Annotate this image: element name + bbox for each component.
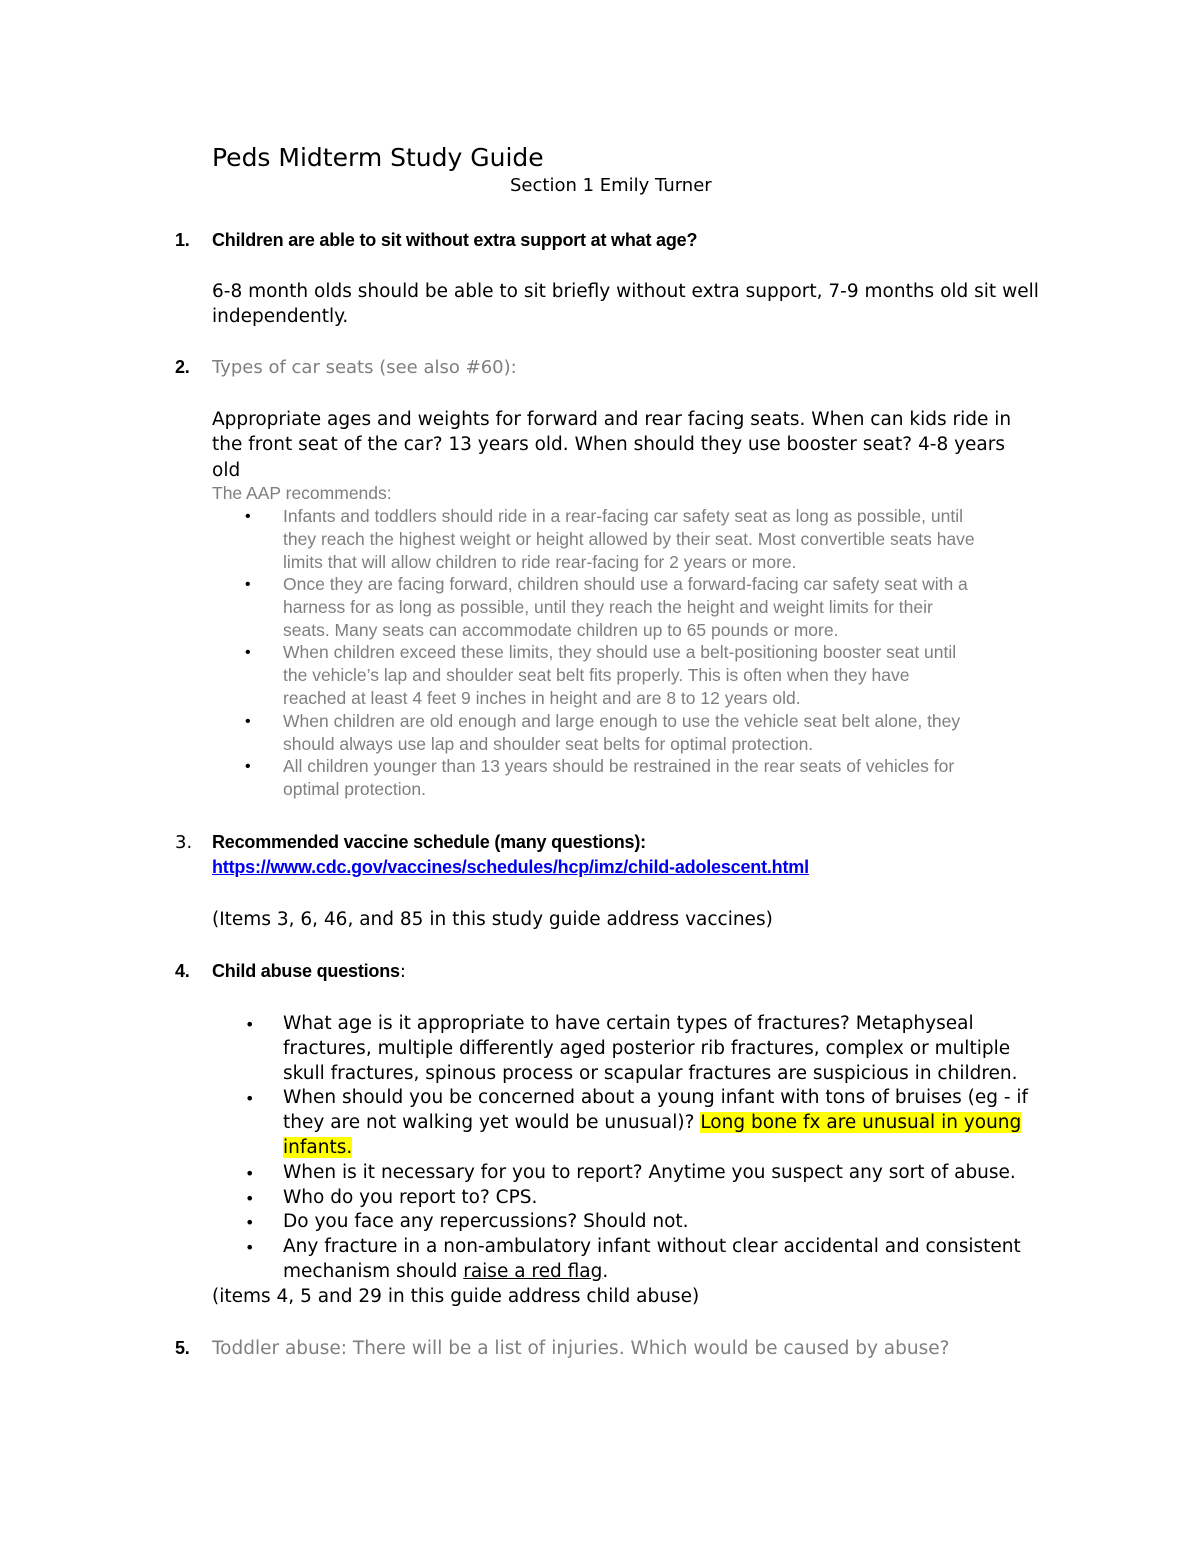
page-title: Peds Midterm Study Guide (212, 143, 544, 172)
bullet-icon: • (245, 576, 251, 593)
question-2-body-line: Appropriate ages and weights for forward and rear facing seats. When can kids ride in (212, 409, 1012, 430)
aap-bullet-line: reached at least 4 feet 9 inches in height and are 8 to 12 years old. (283, 688, 801, 708)
abuse-bullet-line: mechanism should raise a red flag. (283, 1261, 609, 1282)
aap-bullet-line: When children exceed these limits, they should use a belt-positioning booster seat until (283, 642, 957, 662)
question-2-body-line: old (212, 460, 241, 481)
abuse-bullet-line: Who do you report to? CPS. (283, 1187, 538, 1208)
aap-bullet-line: seats. Many seats can accommodate children up to 65 pounds or more. (283, 620, 839, 640)
abuse-bullet-line: When should you be concerned about a young infant with tons of bruises (eg - if (283, 1087, 1029, 1108)
abuse-bullet-line: skull fractures, spinous process or scapular fractures are suspicious in children. (283, 1063, 1018, 1084)
aap-bullet-line: the vehicle’s lap and shoulder seat belt fits properly. This is often when they have (283, 665, 910, 685)
aap-bullet-line: optimal protection. (283, 779, 426, 799)
bullet-icon: • (245, 508, 251, 525)
aap-bullet-line: When children are old enough and large enough to use the vehicle seat belt alone, they (283, 711, 961, 731)
question-1-text: Children are able to sit without extra support at what age? (212, 230, 698, 250)
aap-bullet-line: Once they are facing forward, children should use a forward-facing car safety seat with a (283, 574, 968, 594)
aap-intro: The AAP recommends: (212, 483, 392, 503)
question-1-answer-line: independently. (212, 306, 349, 327)
page-subtitle: Section 1 Emily Turner (510, 175, 712, 196)
question-1-number: 1. (175, 230, 190, 250)
aap-bullet-line: they reach the highest weight or height allowed by their seat. Most convertible seats have (283, 529, 975, 549)
bullet-icon: • (245, 713, 251, 730)
question-2-text: Types of car seats (see also #60): (212, 357, 517, 378)
highlighted-answer: infants. (283, 1137, 353, 1158)
aap-bullet-line: Infants and toddlers should ride in a rear-facing car safety seat as long as possible, until (283, 506, 963, 526)
bullet-icon: • (245, 1164, 255, 1183)
bullet-icon: • (245, 1089, 255, 1108)
abuse-bullet-line: Do you face any repercussions? Should not. (283, 1211, 689, 1232)
bullet-icon: • (245, 1213, 255, 1232)
abuse-bullet-line: Any fracture in a non-ambulatory infant without clear accidental and consistent (283, 1236, 1021, 1257)
question-5-text: Toddler abuse: There will be a list of injuries. Which would be caused by abuse? (212, 1338, 950, 1359)
question-4-number: 4. (175, 961, 190, 981)
question-5-number: 5. (175, 1338, 190, 1358)
abuse-bullet-line (283, 1135, 352, 1160)
question-3-text: Recommended vaccine schedule (many questions): (212, 832, 646, 852)
question-4-note: (items 4, 5 and 29 in this guide address child abuse) (212, 1286, 700, 1307)
aap-bullet-line: should always use lap and shoulder seat belts for optimal protection. (283, 734, 814, 754)
bullet-icon: • (245, 1189, 255, 1208)
bullet-icon: • (245, 644, 251, 661)
question-3-note: (Items 3, 6, 46, and 85 in this study guide address vaccines) (212, 909, 773, 930)
abuse-bullet-line: What age is it appropriate to have certain types of fractures? Metaphyseal (283, 1013, 974, 1034)
aap-bullet-line: limits that will allow children to ride rear-facing for 2 years or more. (283, 552, 797, 572)
bullet-icon: • (245, 758, 251, 775)
abuse-bullet-line: When is it necessary for you to report? Anytime you suspect any sort of abuse. (283, 1162, 1016, 1183)
question-4-text: Child abuse questions: (212, 961, 406, 982)
question-1-answer-line: 6-8 month olds should be able to sit briefly without extra support, 7-9 months old sit well (212, 281, 1039, 302)
abuse-bullet-line: they are not walking yet would be unusual)? Long bone fx are unusual in young (283, 1112, 1022, 1133)
bullet-icon: • (245, 1238, 255, 1257)
vaccine-schedule-link[interactable]: https://www.cdc.gov/vaccines/schedules/hcp/imz/child-adolescent.html (212, 857, 809, 877)
bullet-icon: • (245, 1015, 255, 1034)
question-3-number: 3. (175, 832, 193, 853)
aap-bullet-line: harness for as long as possible, until they reach the height and weight limits for their (283, 597, 933, 617)
question-2-number: 2. (175, 357, 190, 377)
aap-bullet-line: All children younger than 13 years should be restrained in the rear seats of vehicles for (283, 756, 955, 776)
question-2-body-line: the front seat of the car? 13 years old. When should they use booster seat? 4-8 years (212, 434, 1006, 455)
abuse-bullet-line: fractures, multiple differently aged posterior rib fractures, complex or multiple (283, 1038, 1011, 1059)
underlined-phrase: raise a red flag (463, 1261, 603, 1282)
highlighted-answer: Long bone fx are unusual in young (700, 1112, 1022, 1133)
